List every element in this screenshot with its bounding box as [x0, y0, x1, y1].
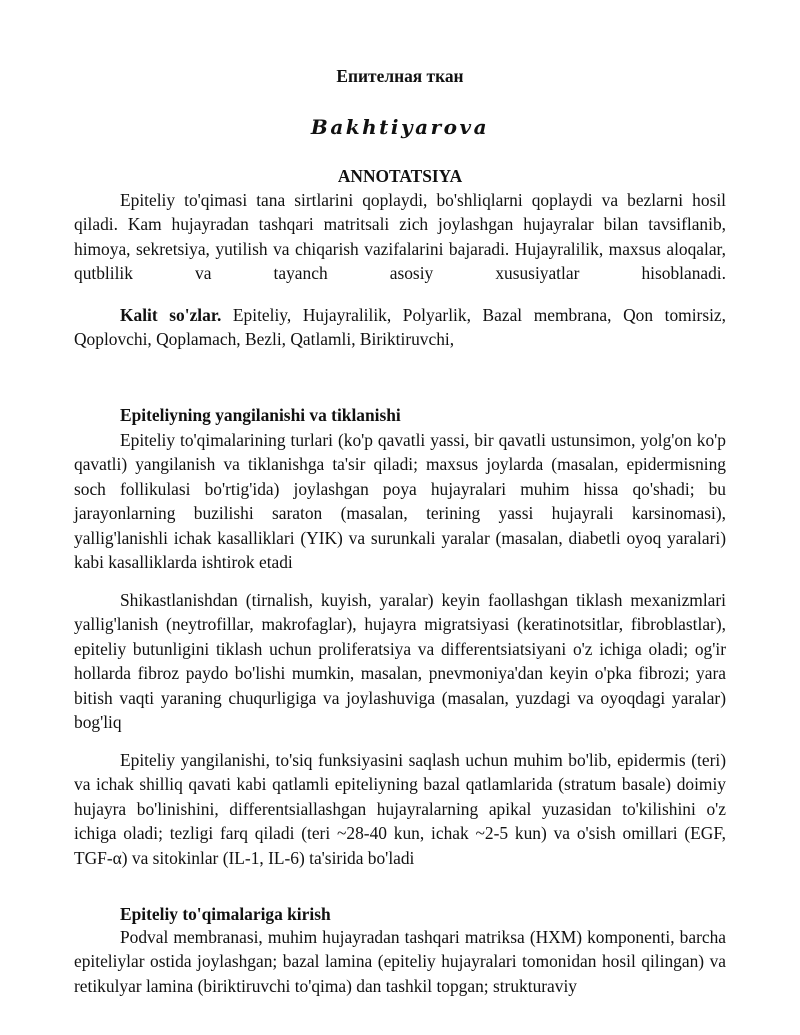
section-heading-introduction: Epiteliy to'qimalariga kirish [120, 904, 331, 924]
keywords-text: Epiteliy, Hujayralilik, Polyarlik, Bazal membrana, Qon tomirsiz, Qoplovchi, Qoplamach, Bezli, Qatlamli, Biriktiruvchi, [74, 305, 726, 350]
abstract-heading: ANNOTATSIYA [337, 166, 463, 186]
keywords-label: Kalit so'zlar. [120, 305, 222, 325]
author-name: Bakhtiyarova [310, 115, 490, 139]
section-paragraph: Shikastlanishdan (tirnalish, kuyish, yaralar) keyin faollashgan tiklash mexanizmlari yallig'lanish (neytrofillar, makrofaglar), hujayra migratsiyasi (keratinotsitlar, fibroblastlar), epiteliy butunligini tiklash uchun proliferatsiya va differentsiatsiyani o'z ichiga oladi; og'ir hollarda fibroz paydo bo'lishi mumkin, masalan, pnevmoniya'dan keyin o'pka fibrozi; yara bitish vaqti yaraning chuqurligiga va joylashuviga (masalan, yuzdagi va oyoqdagi yaralar) bog'liq [74, 590, 726, 733]
section-heading-renewal: Epiteliyning yangilanishi va tiklanishi [120, 405, 401, 425]
section-paragraph: Epiteliy yangilanishi, to'siq funksiyasini saqlash uchun muhim bo'lib, epidermis (teri) va ichak shilliq qavati kabi qatlamli epiteliyning bazal qatlamlarida (stratum basale) doimiy hujayra bo'linishini, differentsiallashgan hujayralarning apikal yuzasidan to'kilishini o'z ichiga oladi; tezligi farq qiladi (teri ~28-40 kun, ichak ~2-5 kun) va o'sish omillari (EGF, TGF-α) va sitokinlar (IL-1, IL-6) ta'sirida bo'ladi [74, 750, 726, 868]
document-title: Епителная ткан [336, 66, 464, 86]
keywords-paragraph [74, 303, 726, 352]
abstract-paragraph: Epiteliy to'qimasi tana sirtlarini qoplaydi, bo'shliqlarni qoplaydi va bezlarni hosil qiladi. Kam hujayradan tashqari matritsali zich joylashgan hujayralar bilan tavsiflanib, himoya, sekretsiya, yutilish va chiqarish vazifalarini bajaradi. Hujayralilik, maxsus aloqalar, qutblilik va tayanch asosiy xususiyatlar hisoblanadi. [74, 190, 726, 284]
section-paragraph: Epiteliy to'qimalarining turlari (ko'p qavatli yassi, bir qavatli ustunsimon, yolg'on ko'p qavatli) yangilanish va tiklanishga ta'sir qiladi; maxsus joylarda (masalan, epidermisning soch follikulasi bo'rtig'ida) joylashgan poya hujayralari muhim hissa qo'shadi; bu jarayonlarning buzilishi saraton (masalan, terining yassi hujayrali karsinomasi), yallig'lanishli ichak kasalliklari (YIK) va surunkali yaralar (masalan, diabetli oyoq yaralari) kabi kasalliklarda ishtirok etadi [74, 430, 726, 573]
section-paragraph: Podval membranasi, muhim hujayradan tashqari matriksa (HXM) komponenti, barcha epiteliylar ostida joylashgan; bazal lamina (epiteliy hujayralari tomonidan hosil qilingan) va retikulyar lamina (biriktiruvchi to'qima) dan tashkil topgan; strukturaviy [74, 927, 726, 996]
